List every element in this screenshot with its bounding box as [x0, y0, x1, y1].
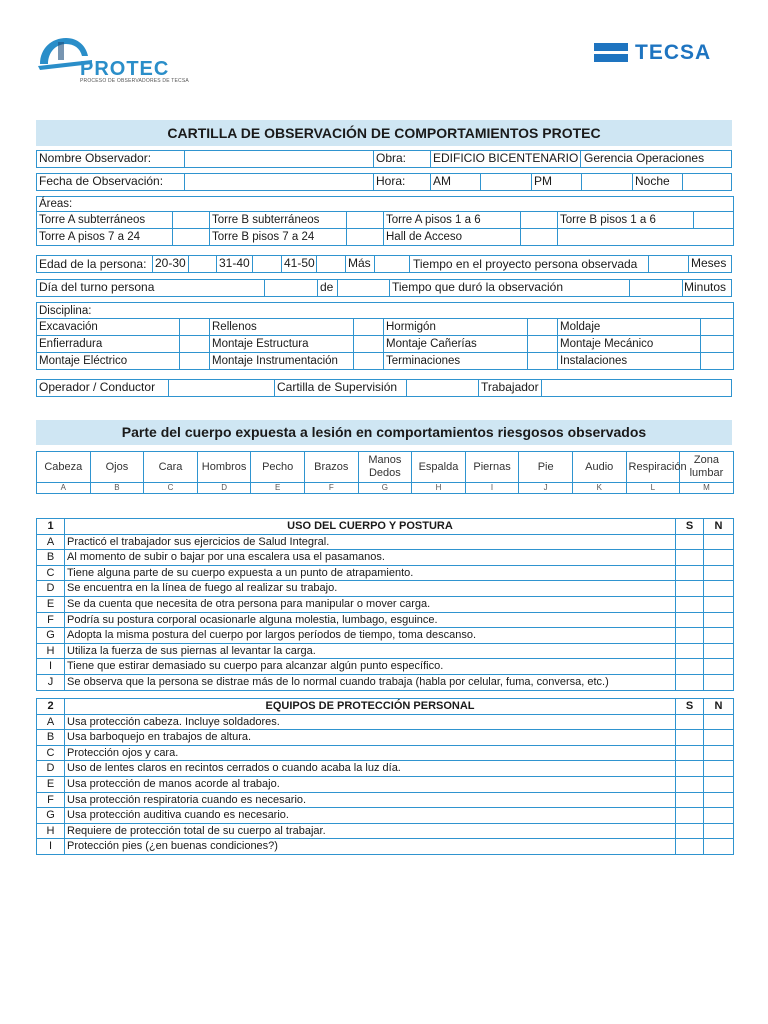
- item-text: Tiene alguna parte de su cuerpo expuesta a un punto de atrapamiento.: [65, 565, 676, 581]
- am-checkbox[interactable]: [481, 174, 530, 190]
- no-checkbox[interactable]: [704, 745, 734, 761]
- noche-checkbox[interactable]: [683, 174, 731, 190]
- area-checkbox[interactable]: [521, 229, 558, 246]
- discipline-label: Disciplina:: [37, 303, 734, 319]
- no-checkbox[interactable]: [704, 761, 734, 777]
- yes-header: S: [676, 699, 704, 715]
- yes-checkbox[interactable]: [676, 823, 704, 839]
- item-letter: A: [37, 714, 65, 730]
- body-part-name[interactable]: Brazos: [304, 452, 358, 483]
- checklist-row: [37, 643, 734, 659]
- item-letter: F: [37, 792, 65, 808]
- discipline-label: Terminaciones: [384, 353, 528, 370]
- area-label: Torre A pisos 1 a 6: [384, 212, 521, 229]
- item-letter: B: [37, 550, 65, 566]
- checklist-row: [37, 550, 734, 566]
- observer-name-label: Nombre Observador:: [39, 151, 152, 165]
- yes-checkbox[interactable]: [676, 730, 704, 746]
- item-letter: G: [37, 628, 65, 644]
- body-part-letter: K: [572, 483, 626, 494]
- discipline-checkbox[interactable]: [180, 353, 210, 370]
- body-part-letter: I: [465, 483, 519, 494]
- no-header: N: [704, 699, 734, 715]
- checklist-row: [37, 534, 734, 550]
- project-time-label: Tiempo en el proyecto persona observada: [413, 257, 638, 271]
- section-title: EQUIPOS DE PROTECCIÓN PERSONAL: [65, 699, 676, 715]
- item-text: Uso de lentes claros en recintos cerrados o cuando acaba la luz día.: [65, 761, 676, 777]
- area-label: Torre B pisos 1 a 6: [558, 212, 694, 229]
- date-field[interactable]: [186, 174, 372, 190]
- body-part-letter: C: [144, 483, 198, 494]
- discipline-checkbox[interactable]: [354, 353, 384, 370]
- checklist-row: [37, 596, 734, 612]
- discipline-checkbox[interactable]: [701, 353, 734, 370]
- item-letter: B: [37, 730, 65, 746]
- section-number: 1: [37, 519, 65, 535]
- am-label: AM: [433, 174, 451, 188]
- item-letter: H: [37, 823, 65, 839]
- checklist-row: [37, 745, 734, 761]
- yes-checkbox[interactable]: [676, 839, 704, 855]
- body-part-name[interactable]: Ojos: [90, 452, 144, 483]
- discipline-label: Rellenos: [210, 319, 354, 336]
- checklist-row: [37, 659, 734, 675]
- body-part-name[interactable]: Audio: [572, 452, 626, 483]
- area-checkbox[interactable]: [173, 229, 210, 246]
- no-header: N: [704, 519, 734, 535]
- months-label: Meses: [691, 256, 727, 270]
- worker-label: Trabajador: [481, 380, 539, 394]
- checklist-row: [37, 674, 734, 690]
- body-part-letter: M: [680, 483, 734, 494]
- no-checkbox[interactable]: [704, 730, 734, 746]
- shift-total-field[interactable]: [338, 280, 388, 296]
- yes-checkbox[interactable]: [676, 659, 704, 675]
- checklist-row: [37, 839, 734, 855]
- no-checkbox[interactable]: [704, 643, 734, 659]
- item-text: Se encuentra en la línea de fuego al realizar su trabajo.: [65, 581, 676, 597]
- protec-wordmark: PROTEC: [80, 58, 170, 80]
- area-label: Torre A pisos 7 a 24: [37, 229, 173, 246]
- protec-tagline: PROCESO DE OBSERVADORES DE TECSA: [80, 78, 189, 84]
- no-checkbox[interactable]: [704, 674, 734, 690]
- no-checkbox[interactable]: [704, 565, 734, 581]
- observer-name-field[interactable]: [186, 151, 372, 167]
- item-text: Se observa que la persona se distrae más de lo normal cuando trabaja (habla por celular, fuma, conversa, etc.): [65, 674, 676, 690]
- checklist-row: [37, 714, 734, 730]
- yes-checkbox[interactable]: [676, 745, 704, 761]
- areas-table: [36, 196, 734, 246]
- body-part-name[interactable]: Espalda: [412, 452, 466, 483]
- checklist-row: [37, 761, 734, 777]
- no-checkbox[interactable]: [704, 776, 734, 792]
- yes-header: S: [676, 519, 704, 535]
- body-part-name[interactable]: Hombros: [197, 452, 251, 483]
- discipline-checkbox[interactable]: [354, 336, 384, 353]
- no-checkbox[interactable]: [704, 628, 734, 644]
- body-part-name[interactable]: Cabeza: [37, 452, 91, 483]
- area-empty: [558, 229, 734, 246]
- item-letter: F: [37, 612, 65, 628]
- area-checkbox[interactable]: [173, 212, 210, 229]
- section-2-table: [36, 698, 734, 855]
- observation-time-label: Tiempo que duró la observación: [392, 280, 563, 294]
- supervision-label: Cartilla de Supervisión: [277, 380, 398, 394]
- no-checkbox[interactable]: [704, 596, 734, 612]
- item-text: Usa barboquejo en trabajos de altura.: [65, 730, 676, 746]
- no-checkbox[interactable]: [704, 823, 734, 839]
- item-text: Utiliza la fuerza de sus piernas al levantar la carga.: [65, 643, 676, 659]
- minutes-label: Minutos: [684, 280, 727, 294]
- discipline-checkbox[interactable]: [528, 336, 558, 353]
- item-letter: H: [37, 643, 65, 659]
- yes-checkbox[interactable]: [676, 761, 704, 777]
- item-letter: D: [37, 761, 65, 777]
- checklist-row: [37, 612, 734, 628]
- yes-checkbox[interactable]: [676, 581, 704, 597]
- item-text: Al momento de subir o bajar por una escalera usa el pasamanos.: [65, 550, 676, 566]
- discipline-label: Hormigón: [384, 319, 528, 336]
- gerencia-label: Gerencia Operaciones: [584, 151, 705, 165]
- yes-checkbox[interactable]: [676, 714, 704, 730]
- age-label: Edad de la persona:: [39, 257, 147, 271]
- discipline-label: Montaje Instrumentación: [210, 353, 354, 370]
- body-part-letter: F: [304, 483, 358, 494]
- body-part-letter: D: [197, 483, 251, 494]
- no-checkbox[interactable]: [704, 659, 734, 675]
- item-text: Usa protección de manos acorde al trabajo.: [65, 776, 676, 792]
- item-text: Usa protección auditiva cuando es necesario.: [65, 808, 676, 824]
- discipline-label: Montaje Eléctrico: [37, 353, 180, 370]
- body-part-name[interactable]: Respiración: [626, 452, 680, 483]
- checklist-row: [37, 776, 734, 792]
- item-text: Usa protección respiratoria cuando es necesario.: [65, 792, 676, 808]
- minutes-field[interactable]: [630, 280, 681, 296]
- discipline-checkbox[interactable]: [701, 336, 734, 353]
- area-checkbox[interactable]: [694, 212, 734, 229]
- area-checkbox[interactable]: [347, 212, 384, 229]
- of-label: de: [320, 280, 334, 294]
- body-parts-title: Parte del cuerpo expuesta a lesión en comportamientos riesgosos observados: [36, 420, 732, 445]
- areas-label: Áreas:: [37, 197, 734, 212]
- area-label: Torre B subterráneos: [210, 212, 347, 229]
- item-letter: C: [37, 565, 65, 581]
- area-checkbox[interactable]: [347, 229, 384, 246]
- checklist-row: [37, 808, 734, 824]
- discipline-table: [36, 302, 734, 370]
- tecsa-wordmark: TECSA: [635, 41, 712, 64]
- discipline-label: Moldaje: [558, 319, 701, 336]
- item-text: Podría su postura corporal ocasionarle alguna molestia, lumbago, esguince.: [65, 612, 676, 628]
- body-part-letter: E: [251, 483, 305, 494]
- area-checkbox[interactable]: [521, 212, 558, 229]
- area-label: Hall de Acceso: [384, 229, 521, 246]
- body-part-letter: L: [626, 483, 680, 494]
- yes-checkbox[interactable]: [676, 612, 704, 628]
- discipline-label: Montaje Cañerías: [384, 336, 528, 353]
- item-text: Adopta la misma postura del cuerpo por largos períodos de tiempo, toma descanso.: [65, 628, 676, 644]
- body-part-letter: H: [412, 483, 466, 494]
- noche-label: Noche: [635, 174, 670, 188]
- supervision-checkbox[interactable]: [407, 380, 477, 396]
- item-text: Protección ojos y cara.: [65, 745, 676, 761]
- no-checkbox[interactable]: [704, 550, 734, 566]
- item-letter: C: [37, 745, 65, 761]
- body-part-name[interactable]: Cara: [144, 452, 198, 483]
- item-letter: D: [37, 581, 65, 597]
- pm-checkbox[interactable]: [582, 174, 631, 190]
- obra-value: EDIFICIO BICENTENARIO: [433, 151, 579, 165]
- no-checkbox[interactable]: [704, 839, 734, 855]
- no-checkbox[interactable]: [704, 808, 734, 824]
- discipline-label: Excavación: [37, 319, 180, 336]
- item-letter: I: [37, 659, 65, 675]
- yes-checkbox[interactable]: [676, 596, 704, 612]
- checklist-row: [37, 565, 734, 581]
- discipline-label: Enfierradura: [37, 336, 180, 353]
- section-number: 2: [37, 699, 65, 715]
- date-label: Fecha de Observación:: [39, 174, 164, 188]
- body-part-letter: A: [37, 483, 91, 494]
- item-letter: E: [37, 776, 65, 792]
- item-text: Protección pies (¿en buenas condiciones?): [65, 839, 676, 855]
- discipline-label: Montaje Mecánico: [558, 336, 701, 353]
- body-part-name[interactable]: Manos Dedos: [358, 452, 412, 483]
- checklist-row: [37, 823, 734, 839]
- yes-checkbox[interactable]: [676, 792, 704, 808]
- discipline-checkbox[interactable]: [180, 319, 210, 336]
- hora-label: Hora:: [376, 174, 406, 188]
- checklist-row: [37, 730, 734, 746]
- form-title: CARTILLA DE OBSERVACIÓN DE COMPORTAMIENTOS PROTEC: [36, 120, 732, 146]
- body-part-name[interactable]: Zona lumbar: [680, 452, 734, 483]
- body-part-name[interactable]: Pie: [519, 452, 573, 483]
- no-checkbox[interactable]: [704, 612, 734, 628]
- yes-checkbox[interactable]: [676, 628, 704, 644]
- yes-checkbox[interactable]: [676, 808, 704, 824]
- area-label: Torre A subterráneos: [37, 212, 173, 229]
- age-range: 31-40: [219, 256, 250, 270]
- item-text: Requiere de protección total de su cuerpo al trabajar.: [65, 823, 676, 839]
- discipline-checkbox[interactable]: [528, 353, 558, 370]
- age-range: Más: [348, 256, 371, 270]
- item-text: Tiene que estirar demasiado su cuerpo para alcanzar algún punto específico.: [65, 659, 676, 675]
- section-1-table: [36, 518, 734, 691]
- yes-checkbox[interactable]: [676, 550, 704, 566]
- body-parts-table: [36, 451, 734, 494]
- body-part-letter: G: [358, 483, 412, 494]
- discipline-label: Instalaciones: [558, 353, 701, 370]
- shift-day-field[interactable]: [265, 280, 316, 296]
- item-letter: G: [37, 808, 65, 824]
- obra-label: Obra:: [376, 151, 407, 165]
- section-title: USO DEL CUERPO Y POSTURA: [65, 519, 676, 535]
- operator-label: Operador / Conductor: [39, 380, 156, 394]
- no-checkbox[interactable]: [704, 581, 734, 597]
- area-label: Torre B pisos 7 a 24: [210, 229, 347, 246]
- item-text: Usa protección cabeza. Incluye soldadores.: [65, 714, 676, 730]
- item-text: Se da cuenta que necesita de otra persona para manipular o mover carga.: [65, 596, 676, 612]
- discipline-checkbox[interactable]: [180, 336, 210, 353]
- discipline-checkbox[interactable]: [528, 319, 558, 336]
- checklist-row: [37, 581, 734, 597]
- discipline-checkbox[interactable]: [354, 319, 384, 336]
- item-letter: A: [37, 534, 65, 550]
- item-letter: E: [37, 596, 65, 612]
- checklist-row: [37, 792, 734, 808]
- worker-checkbox[interactable]: [542, 380, 731, 396]
- no-checkbox[interactable]: [704, 714, 734, 730]
- no-checkbox[interactable]: [704, 792, 734, 808]
- item-letter: J: [37, 674, 65, 690]
- age-range: 41-50: [284, 256, 315, 270]
- body-part-name[interactable]: Piernas: [465, 452, 519, 483]
- yes-checkbox[interactable]: [676, 534, 704, 550]
- body-part-letter: J: [519, 483, 573, 494]
- body-part-letter: B: [90, 483, 144, 494]
- yes-checkbox[interactable]: [676, 776, 704, 792]
- age-range: 20-30: [155, 256, 186, 270]
- discipline-checkbox[interactable]: [701, 319, 734, 336]
- months-field[interactable]: [649, 256, 687, 272]
- discipline-label: Montaje Estructura: [210, 336, 354, 353]
- item-letter: I: [37, 839, 65, 855]
- body-part-name[interactable]: Pecho: [251, 452, 305, 483]
- checklist-row: [37, 628, 734, 644]
- operator-checkbox[interactable]: [169, 380, 273, 396]
- no-checkbox[interactable]: [704, 534, 734, 550]
- yes-checkbox[interactable]: [676, 674, 704, 690]
- shift-day-label: Día del turno persona: [39, 280, 155, 294]
- item-text: Practicó el trabajador sus ejercicios de Salud Integral.: [65, 534, 676, 550]
- yes-checkbox[interactable]: [676, 643, 704, 659]
- pm-label: PM: [534, 174, 552, 188]
- yes-checkbox[interactable]: [676, 565, 704, 581]
